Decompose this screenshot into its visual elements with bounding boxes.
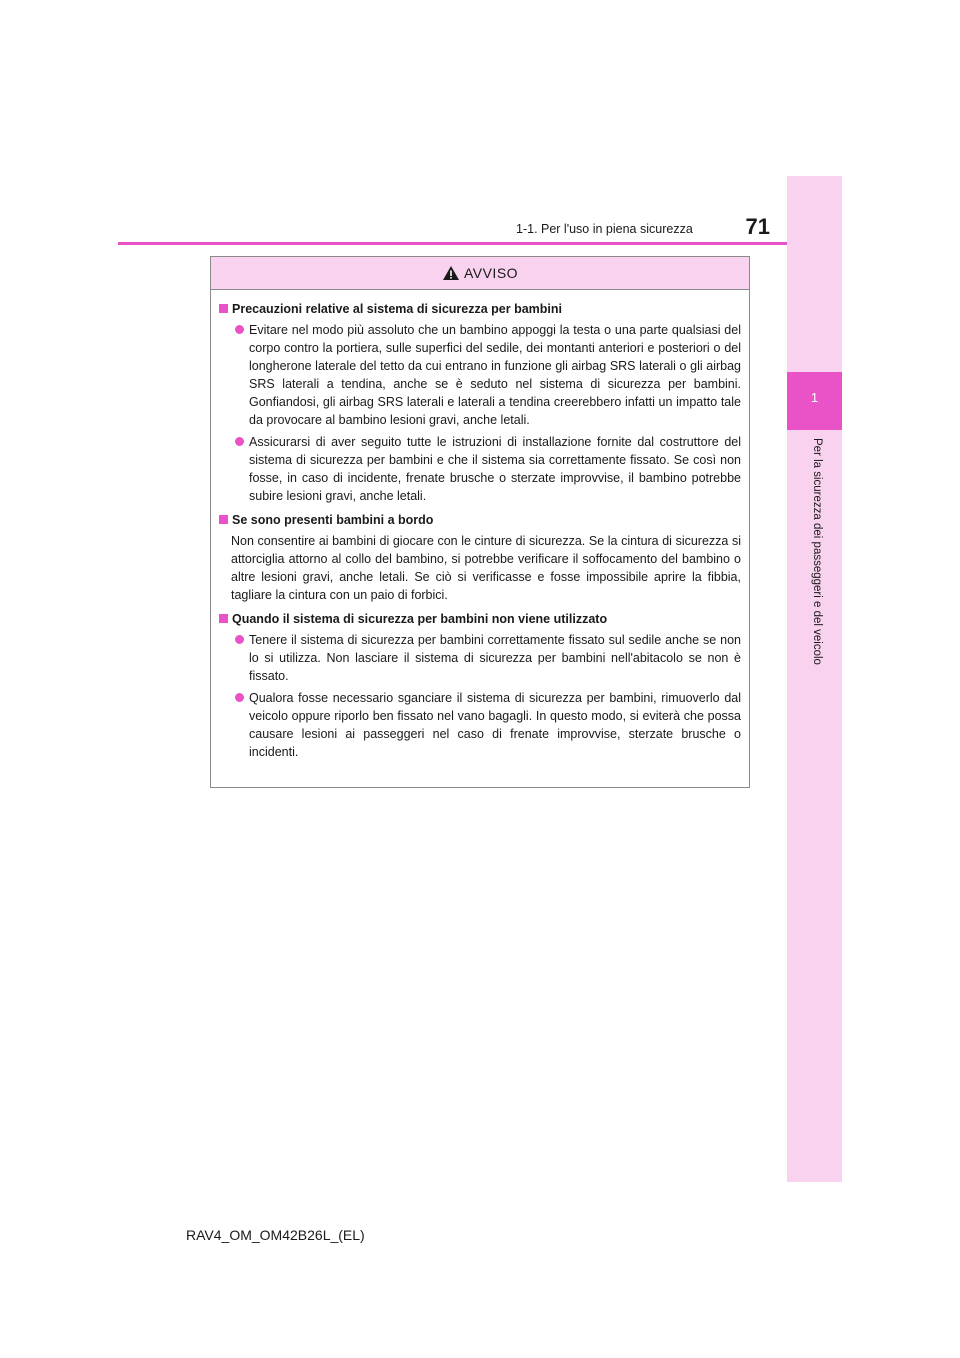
section-heading-text: Se sono presenti bambini a bordo [232, 513, 434, 527]
bullet-text: Qualora fosse necessario sganciare il sistema di sicurezza per bambini, rimuoverlo dal veicolo oppure riporlo ben fissato nel vano bagagli. In questo modo, si eviterà che possa causare lesioni ai passeggeri nel caso di frenate improvvise, sterzate brusche o incidenti. [249, 691, 741, 759]
page-number: 71 [745, 214, 770, 239]
section-heading-text: Quando il sistema di sicurezza per bambini non viene utilizzato [232, 612, 608, 626]
circle-bullet-icon [235, 635, 244, 644]
bullet-text: Assicurarsi di aver seguito tutte le istruzioni di installazione fornite dal costruttore del sistema di sicurezza per bambini e che il sistema sia correttamente fissato. Se così non fosse, in caso di incidente, frenate brusche o sterzate improvvise, il bambino potrebbe subire lesioni gravi, anche letali. [249, 435, 741, 503]
section-heading-text: Precauzioni relative al sistema di sicurezza per bambini [232, 302, 562, 316]
bullet-text: Evitare nel modo più assoluto che un bambino appoggi la testa o una parte qualsiasi del corpo contro la portiera, sulle superfici del sedile, dei montanti anteriori e posteriori o del longherone laterale del tetto da cui entrano in funzione gli airbag SRS laterali o gli airbag SRS laterali a tendina, anche se è seduto nel sistema di sicurezza per bambini. Gonfiandosi, gli airbag SRS laterali e laterali a tendina creerebbero infatti un impatto tale da provocare al bambino lesioni gravi, anche letali. [249, 323, 741, 427]
bullet-item [219, 433, 741, 505]
chapter-number: 1 [810, 390, 819, 405]
bullet-item [219, 631, 741, 685]
bullet-item [219, 321, 741, 429]
chapter-title: Per la sicurezza dei passeggeri e del veicolo [811, 438, 823, 665]
warning-title: AVVISO [463, 265, 519, 281]
warning-box [210, 256, 750, 788]
footer-code: RAV4_OM_OM42B26L_(EL) [186, 1227, 365, 1243]
square-bullet-icon [219, 614, 228, 623]
square-bullet-icon [219, 304, 228, 313]
section-heading [219, 610, 741, 628]
warning-triangle-icon [442, 265, 460, 281]
warning-section [219, 300, 741, 505]
warning-body [211, 290, 749, 761]
header-rule [118, 242, 787, 245]
section-heading [219, 300, 741, 318]
circle-bullet-icon [235, 325, 244, 334]
circle-bullet-icon [235, 693, 244, 702]
circle-bullet-icon [235, 437, 244, 446]
warning-header [211, 257, 749, 290]
bullet-item [219, 689, 741, 761]
warning-section [219, 511, 741, 604]
section-heading [219, 511, 741, 529]
square-bullet-icon [219, 515, 228, 524]
section-paragraph: Non consentire ai bambini di giocare con le cinture di sicurezza. Se la cintura di sicurezza si attorciglia attorno al collo del bambino, si potrebbe verificare il soffocamento del bambino o altre lesioni gravi, anche letali. Se ciò si verificasse e fosse impossibile aprire la fibbia, tagliare la cintura con un paio di forbici. [231, 534, 741, 602]
bullet-text: Tenere il sistema di sicurezza per bambini correttamente fissato sul sedile anche se non lo si utilizza. Non lasciare il sistema di sicurezza per bambini nell'abitacolo se non è fissato. [249, 633, 741, 683]
header-section-title: 1-1. Per l'uso in piena sicurezza [516, 222, 693, 236]
warning-section [219, 610, 741, 761]
